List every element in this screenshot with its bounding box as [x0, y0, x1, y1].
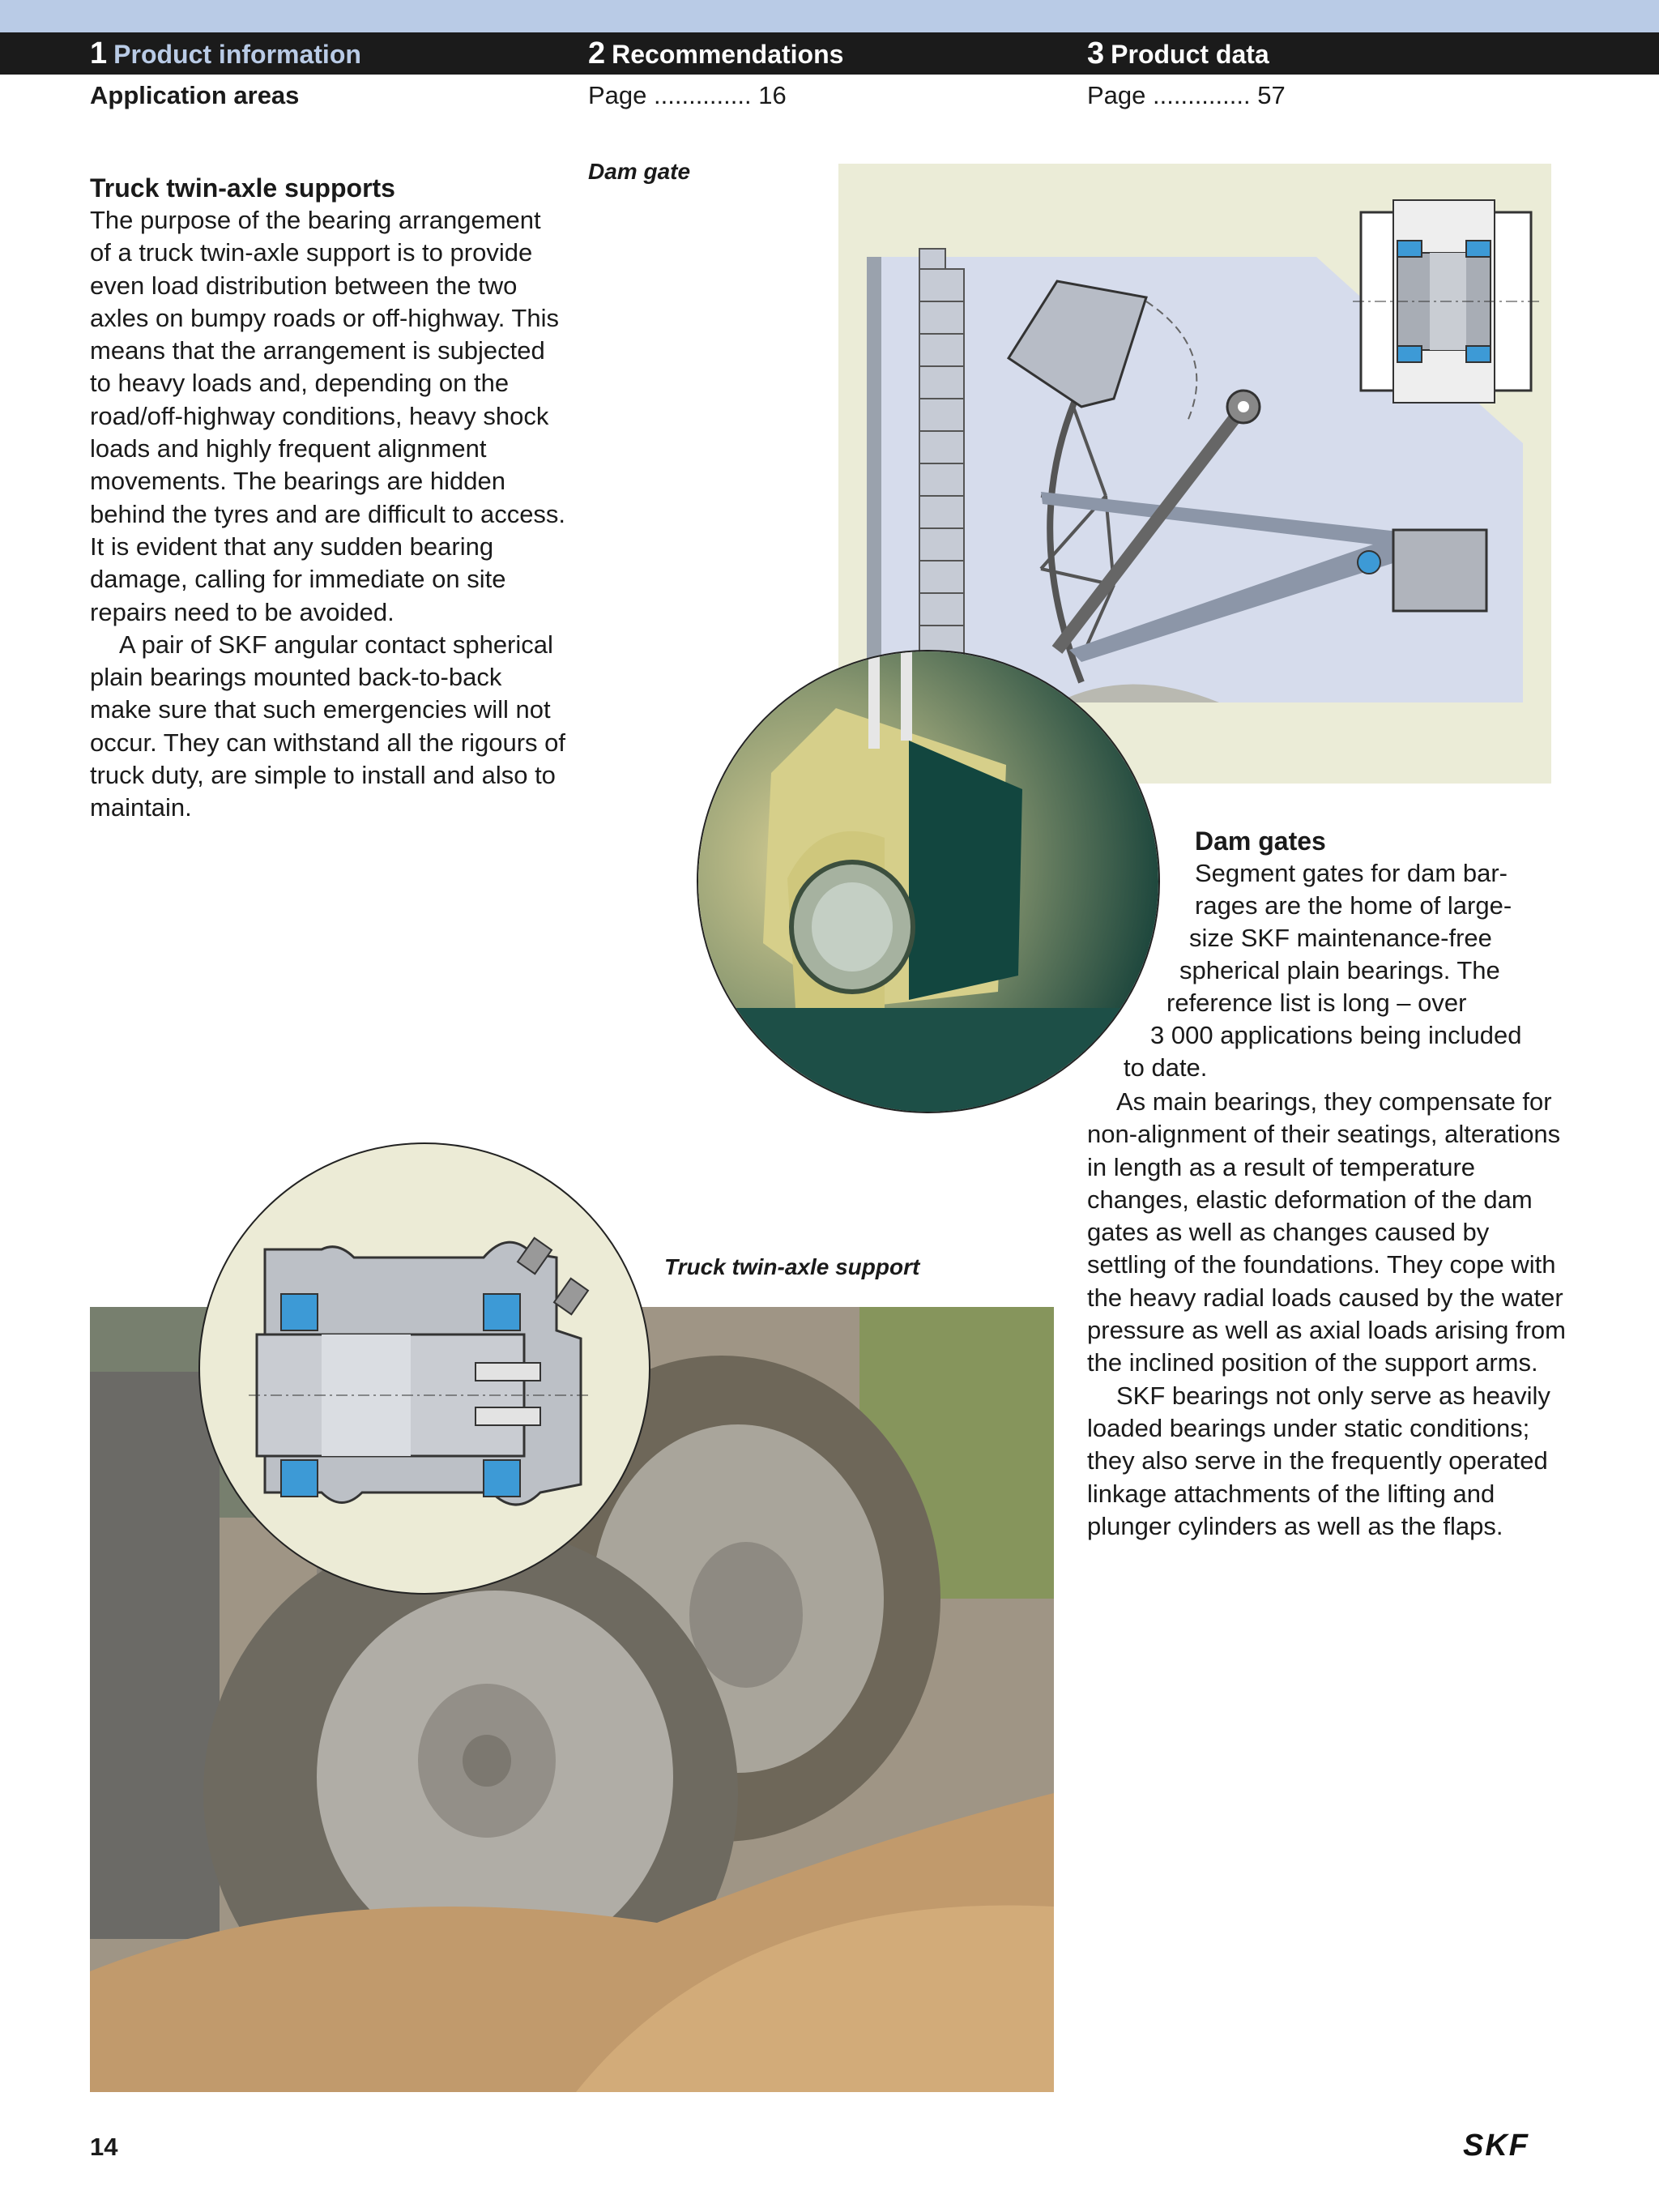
nav-tab-label: Product data: [1111, 40, 1269, 69]
dam-section-line: reference list is long – over: [1166, 989, 1467, 1017]
section-title: Application areas: [90, 81, 300, 109]
page-ref-recommendations[interactable]: Page .............. 16: [588, 81, 787, 109]
dam-section-line: Segment gates for dam bar-: [1195, 859, 1508, 887]
dam-section-line: spherical plain bearings. The: [1179, 956, 1500, 984]
dam-section-paragraph: SKF bearings not only serve as heavily loaded bearings under static conditions; they also serve in the frequently operated linkage attachments of the lifting and plunger cylinders as well as the flaps.: [1087, 1381, 1550, 1540]
skf-logo: [1463, 2129, 1549, 2162]
nav-tab-product-data[interactable]: [1087, 32, 1269, 75]
truck-section-paragraph: A pair of SKF angular contact spherical plain bearings mounted back-to-back make sure that such emergencies will not occur. They can withstand all the rigours of truck duty, are simple to install and also to maintain.: [90, 630, 566, 822]
top-color-band: [0, 0, 1659, 32]
page-ref-product-data[interactable]: Page .............. 57: [1087, 81, 1286, 109]
dam-section-body: [1087, 1086, 1573, 1543]
skf-logo-text: SKF: [1463, 2129, 1529, 2162]
truck-support-caption: Truck twin-axle support: [664, 1254, 920, 1279]
nav-tab-number: 2: [588, 36, 606, 70]
truck-section-paragraph: The purpose of the bearing arrangement of a truck twin-axle support is to provide even load distribution between the two axles on bumpy roads or off-highway. This means that the arrangement is subjected to heavy loads and, depending on the road/off-highway conditions, heavy shock loads and highly frequent alignment movements. The bearings are hidden behind the tyres and are difficult to access. It is evident that any sudden bearing damage, calling for immediate on site repairs need to be avoided.: [90, 206, 566, 626]
dam-gate-photo-image: [698, 651, 1160, 1113]
dam-section-line: rages are the home of large-: [1195, 891, 1512, 920]
dam-section-line: 3 000 applications being included: [1150, 1021, 1522, 1049]
truck-bearing-cross-section: [198, 1142, 650, 1595]
truck-section: [90, 172, 568, 825]
page-number: 14: [90, 2133, 118, 2161]
dam-section-heading: Dam gates: [1195, 826, 1326, 856]
dam-section-line: to date.: [1124, 1053, 1208, 1082]
truck-bearing-drawing: [200, 1144, 650, 1595]
nav-tab-number: 1: [90, 36, 108, 70]
dam-gate-bearing-photo: [697, 650, 1160, 1113]
dam-section-paragraph: As main bearings, they compensate for non-alignment of their seatings, alterations in length as a result of temperature changes, elastic deformation of the dam gates as well as changes caused by settling of the foundations. They cope with the heavy radial loads caused by the water pressure as well as axial loads arising from the inclined position of the support arms.: [1087, 1087, 1566, 1377]
dam-section-line: size SKF maintenance-free: [1189, 924, 1492, 952]
nav-tab-product-information[interactable]: [90, 32, 361, 75]
nav-tab-number: 3: [1087, 36, 1105, 70]
dam-gate-caption: Dam gate: [588, 159, 691, 184]
truck-section-heading: Truck twin-axle supports: [90, 173, 395, 203]
nav-tab-recommendations[interactable]: [588, 32, 843, 75]
nav-tab-label: Product information: [113, 40, 361, 69]
nav-tab-label: Recommendations: [612, 40, 844, 69]
